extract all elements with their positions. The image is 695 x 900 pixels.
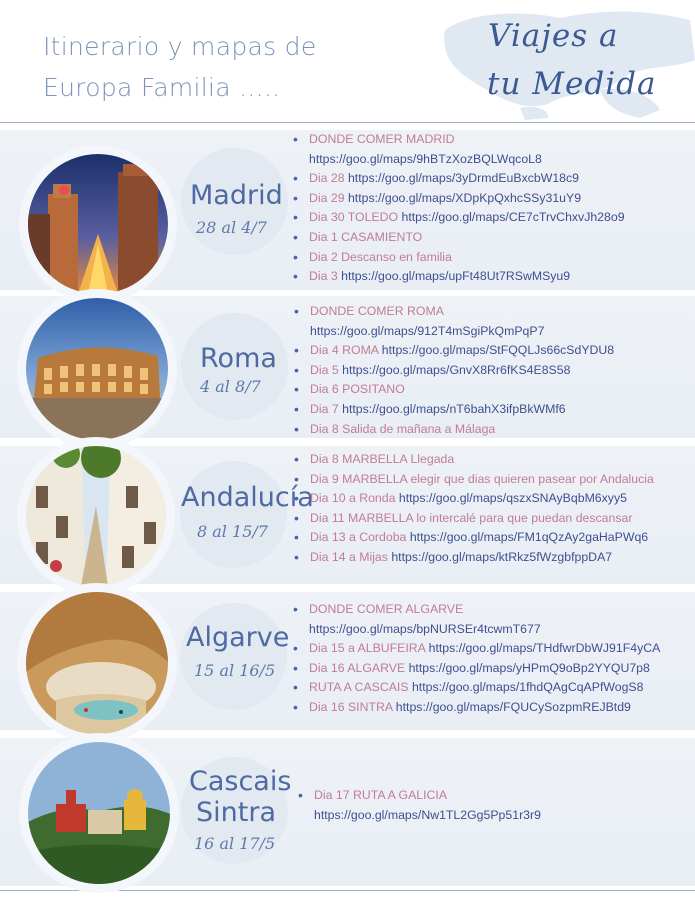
item-label: Dia 9 MARBELLA elegir que dias quieren pasear por Andalucia xyxy=(310,471,654,486)
map-link[interactable]: https://goo.gl/maps/FQUCySozpmREJBtd9 xyxy=(395,699,631,714)
map-link[interactable]: https://goo.gl/maps/nT6bahX3ifpBkWMf6 xyxy=(342,401,566,416)
item-label: DONDE COMER ROMA xyxy=(310,304,444,318)
brand-logo-line2: tu Medida xyxy=(487,66,657,102)
map-link[interactable]: https://goo.gl/maps/CE7cTrvChxvJh28o9 xyxy=(401,210,625,225)
list-item[interactable] xyxy=(292,361,614,381)
item-label: DONDE COMER ALGARVE xyxy=(309,602,464,616)
map-link[interactable]: https://goo.gl/maps/9hBTzXozBQLWqcoL8 xyxy=(309,151,542,166)
page-title-line2: Europa Familia ..... xyxy=(43,73,281,102)
list-item[interactable] xyxy=(291,208,625,228)
map-link[interactable]: https://goo.gl/maps/1fhdQAgCqAPfWogS8 xyxy=(411,680,644,695)
list-item[interactable] xyxy=(292,548,654,568)
list-item xyxy=(291,248,625,268)
header-divider xyxy=(0,122,695,123)
item-label: RUTA A CASCAIS xyxy=(309,680,412,695)
madrid-photo xyxy=(28,154,168,294)
map-link[interactable]: https://goo.gl/maps/qszxSNAyBqbM6xyy5 xyxy=(398,491,627,506)
map-link[interactable]: https://goo.gl/maps/912T4mSgiPkQmPqP7 xyxy=(310,323,545,338)
item-label: Dia 4 ROMA xyxy=(310,343,382,358)
map-link[interactable]: https://goo.gl/maps/XDpKpQxhcSSy31uY9 xyxy=(347,190,582,205)
andalucia-city-disc xyxy=(180,461,287,568)
city-name-sintra: Sintra xyxy=(196,797,276,828)
item-label: Dia 2 Descanso en familia xyxy=(309,249,452,264)
list-item xyxy=(291,130,625,150)
list-item xyxy=(292,470,654,490)
city-name-madrid: Madrid xyxy=(190,180,283,211)
map-link[interactable]: https://goo.gl/maps/yHPmQ9oBp2YYQU7p8 xyxy=(408,660,650,675)
list-item[interactable] xyxy=(291,267,625,287)
city-dates-algarve: 15 al 16/5 xyxy=(194,661,276,680)
footer-divider xyxy=(0,890,695,891)
item-label: Dia 7 xyxy=(310,401,343,416)
list-item[interactable] xyxy=(291,150,625,170)
roma-photo xyxy=(26,298,168,440)
item-label: Dia 30 TOLEDO xyxy=(309,210,402,225)
list-item[interactable] xyxy=(292,322,614,342)
list-item xyxy=(292,302,614,322)
list-item xyxy=(292,509,654,529)
brand-logo-line1: Viajes a xyxy=(488,18,619,54)
map-link[interactable]: https://goo.gl/maps/Nw1TL2Gg5Pp51r3r9 xyxy=(314,807,541,822)
list-item[interactable] xyxy=(292,400,614,420)
map-link[interactable]: https://goo.gl/maps/THdfwrDbWJ91F4yCA xyxy=(428,641,661,656)
item-label: Dia 8 Salida de mañana a Málaga xyxy=(310,421,496,436)
map-link[interactable]: https://goo.gl/maps/ktRkz5fWzgbfppDA7 xyxy=(391,549,613,564)
item-label: Dia 3 xyxy=(309,269,342,284)
city-name-cascais: Cascais xyxy=(189,766,292,797)
itinerary-list-andalucia xyxy=(292,450,654,568)
list-item[interactable] xyxy=(292,528,654,548)
city-name-roma: Roma xyxy=(200,343,277,374)
city-dates-cascais-sintra: 16 al 17/5 xyxy=(194,834,276,853)
list-item[interactable] xyxy=(292,341,614,361)
map-link[interactable]: https://goo.gl/maps/FM1qQzAy2gaHaPWq6 xyxy=(409,530,649,545)
list-item[interactable] xyxy=(291,698,660,718)
city-dates-madrid: 28 al 4/7 xyxy=(196,218,267,237)
list-item[interactable] xyxy=(296,806,541,826)
item-label: Dia 16 ALGARVE xyxy=(309,660,409,675)
map-link[interactable]: https://goo.gl/maps/GnvX8Rr6fKS4E8S58 xyxy=(342,362,571,377)
list-item xyxy=(292,380,614,400)
map-link[interactable]: https://goo.gl/maps/bpNURSEr4tcwmT677 xyxy=(309,621,541,636)
itinerary-list-cascais-sintra xyxy=(296,786,541,825)
page-header xyxy=(0,0,695,122)
list-item[interactable] xyxy=(292,489,654,509)
algarve-photo xyxy=(26,592,168,734)
item-label: Dia 1 CASAMIENTO xyxy=(309,229,423,244)
item-label: Dia 6 POSITANO xyxy=(310,382,405,397)
page-title-line1: Itinerario y mapas de xyxy=(43,32,317,61)
map-link[interactable]: https://goo.gl/maps/upFt48Ut7RSwMSyu9 xyxy=(341,269,571,284)
list-item[interactable] xyxy=(291,189,625,209)
list-item xyxy=(291,600,660,620)
list-item[interactable] xyxy=(291,169,625,189)
list-item[interactable] xyxy=(291,639,660,659)
city-dates-andalucia: 8 al 15/7 xyxy=(197,522,268,541)
list-item xyxy=(291,228,625,248)
itinerary-list-madrid xyxy=(291,130,625,287)
map-link[interactable]: https://goo.gl/maps/3yDrmdEuBxcbW18c9 xyxy=(347,171,579,186)
item-label: Dia 17 RUTA A GALICIA xyxy=(314,788,448,802)
city-name-algarve: Algarve xyxy=(186,622,290,653)
itinerary-list-roma xyxy=(292,302,614,439)
map-link[interactable]: https://goo.gl/maps/StFQQLJs66cSdYDU8 xyxy=(381,343,615,358)
list-item[interactable] xyxy=(291,620,660,640)
item-label: Dia 14 a Mijas xyxy=(310,549,392,564)
list-item[interactable] xyxy=(291,678,660,698)
item-label: Dia 13 a Cordoba xyxy=(310,530,410,545)
list-item xyxy=(292,420,614,440)
item-label: Dia 5 xyxy=(310,362,343,377)
item-label: Dia 16 SINTRA xyxy=(309,699,396,714)
itinerary-list-algarve xyxy=(291,600,660,718)
city-name-andalucia: Andalucía xyxy=(181,482,314,513)
item-label: DONDE COMER MADRID xyxy=(309,132,455,146)
list-item[interactable] xyxy=(291,659,660,679)
algarve-city-disc xyxy=(180,603,290,710)
list-item xyxy=(292,450,654,470)
item-label: Dia 15 a ALBUFEIRA xyxy=(309,641,429,656)
andalucia-photo xyxy=(26,446,166,586)
item-label: Dia 8 MARBELLA Llegada xyxy=(310,452,455,466)
cascais-sintra-photo xyxy=(28,742,170,884)
item-label: Dia 10 a Ronda xyxy=(310,491,399,506)
item-label: Dia 11 MARBELLA lo intercalé para que puedan descansar xyxy=(310,510,633,525)
item-label: Dia 28 xyxy=(309,171,348,186)
city-dates-roma: 4 al 8/7 xyxy=(200,377,261,396)
item-label: Dia 29 xyxy=(309,190,348,205)
list-item xyxy=(296,786,541,806)
